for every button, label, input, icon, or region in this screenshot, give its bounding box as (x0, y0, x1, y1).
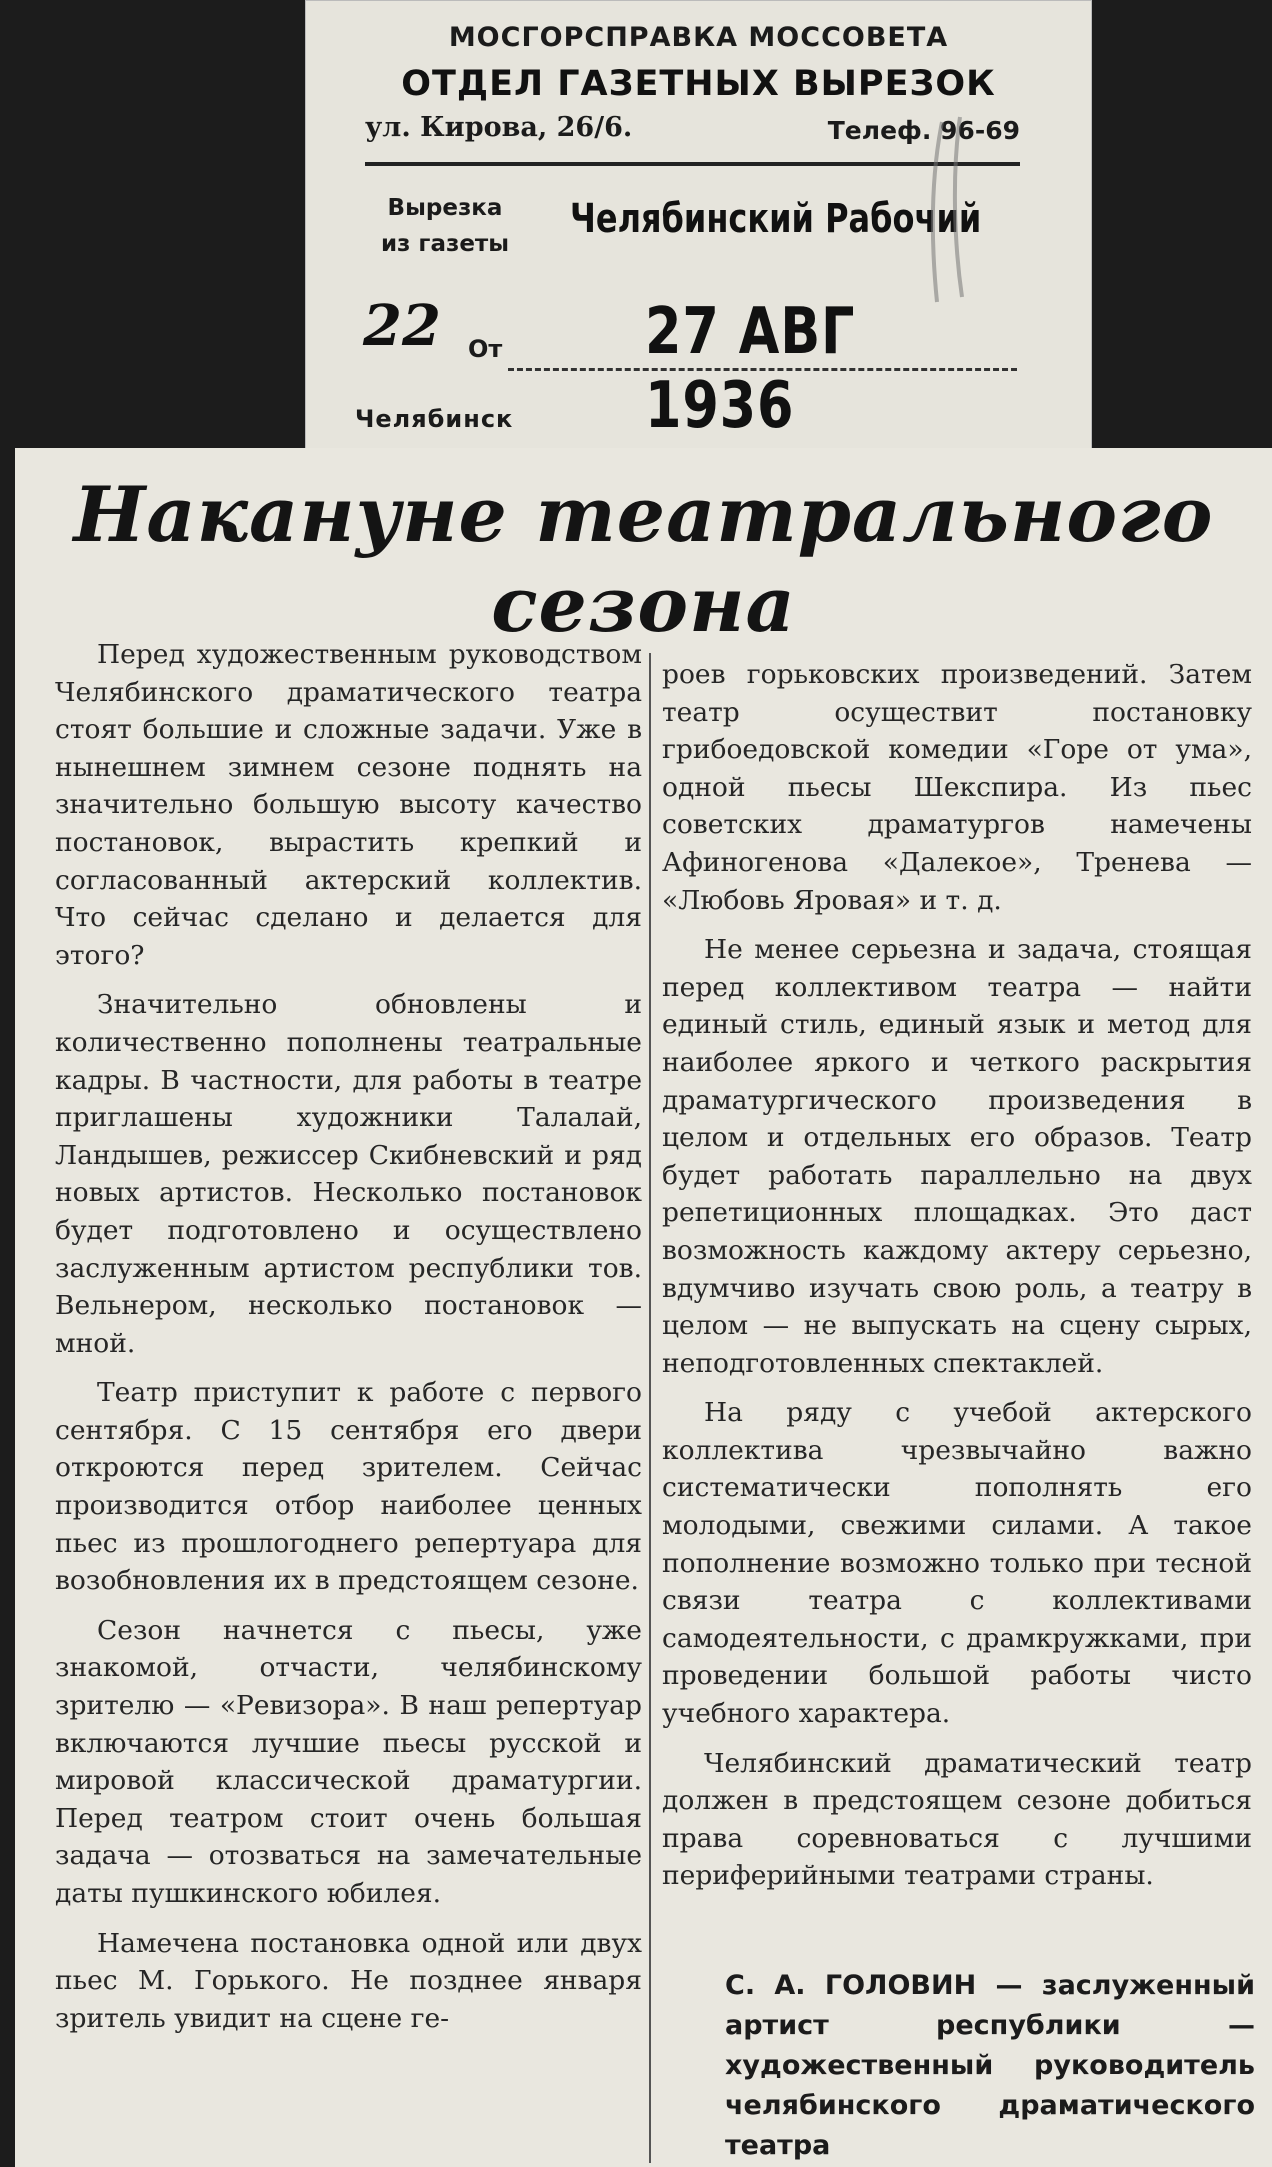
column-divider (649, 653, 651, 2163)
bureau-address: ул. Кирова, 26/6. (365, 112, 633, 143)
paragraph: Театр приступит к работе с первого сентября. С 15 сентября его двери откроются перед зрителем. Сейчас производится отбор наиболее ценных пьес из прошлогоднего репертуара для возобновления их в предстоящем сезоне. (55, 1377, 642, 1597)
issue-date: 27 АВГ 1936 (645, 295, 856, 443)
paragraph: Челябинский драматический театр должен в предстоящем сезоне добиться права соревноваться с лучшими периферийными театрами страны. (662, 1747, 1252, 1892)
paragraph: На ряду с учебой актерского коллектива чрезвычайно важно систематически пополнять его молодыми, свежими силами. А такое пополнение возможно только при тесной связи театра с коллективами самодеятельности, с драмкружками, при проведении большой работы чисто учебного характера. (662, 1397, 1252, 1730)
headline-line-2: сезона (491, 560, 796, 649)
issue-number: 22 (363, 293, 441, 359)
department-name: ОТДЕЛ ГАЗЕТНЫХ ВЫРЕЗОК (401, 64, 996, 104)
paragraph: роев горьковских произведений. Затем театр осуществит постановку грибоедовской комедии «Горе от ума», одной пьесы Шекспира. Из пьес советских драматургов намечены Афиногенова «Далекое», Тренева — «Любовь Яровая» и т. д. (662, 659, 1252, 916)
author-signature: С. А. ГОЛОВИН — заслуженный артист республики — художественный руководитель челябинского драматического театра (725, 1970, 1255, 2161)
headline-line-1: Накануне театрального (73, 470, 1214, 559)
bureau-name: МОСГОРСПРАВКА МОССОВЕТА (448, 22, 949, 53)
right-column (662, 656, 1252, 1907)
article-headline (15, 470, 1272, 650)
paragraph: Перед художественным руководством Челябинского драматического театра стоят большие и сложные задачи. Уже в нынешнем зимнем сезоне поднять на значительно большую высоту качество постановок, вырастить крепкий и согласованный актерский коллектив. Что сейчас сделано и делается для этого? (55, 639, 642, 971)
cutting-label (375, 190, 515, 262)
clipping-slip (305, 0, 1092, 470)
article-clipping (15, 448, 1272, 2167)
newspaper-name: Челябинский Рабочий (570, 196, 982, 242)
cutting-label-line-2: из газеты (380, 231, 510, 257)
paragraph: Не менее серьезна и задача, стоящая перед коллективом театра — найти единый стиль, единый язык и метод для наиболее яркого и четкого раскрытия драматургического произведения в целом и отдельных его образов. Театр будет работать параллельно на двух репетиционных площадках. Это даст возможность каждому актеру серьезно, вдумчиво изучать свою роль, а театру в целом — не выпускать на сцену сырых, неподготовленных спектаклей. (662, 934, 1252, 1379)
from-label: От (468, 335, 503, 363)
city-name: Челябинск (355, 405, 514, 433)
cutting-label-line-1: Вырезка (387, 195, 503, 221)
paragraph: Сезон начнется с пьесы, уже знакомой, отчасти, челябинскому зрителю — «Ревизора». В наш репертуар включаются лучшие пьесы русской и мировой классической драматургии. Перед театром стоит очень большая задача — отозваться на замечательные даты пушкинского юбилея. (55, 1614, 642, 1909)
pencil-mark-icon (912, 112, 982, 312)
bureau-phone: Телеф. 96-69 (827, 116, 1020, 145)
paragraph: Намечена постановка одной или двух пьес М. Горького. Не позднее января зритель увидит на сцене ге- (55, 1927, 642, 2034)
paragraph: Значительно обновлены и количественно пополнены театральные кадры. В частности, для работы в театре приглашены художники Талалай, Ландышев, режиссер Скибневский и ряд новых артистов. Несколько постановок будет подготовлено и осуществлено заслуженным артистом республики тов. Вельнером, несколько постановок — мной. (55, 989, 642, 1359)
left-column (55, 636, 642, 2049)
